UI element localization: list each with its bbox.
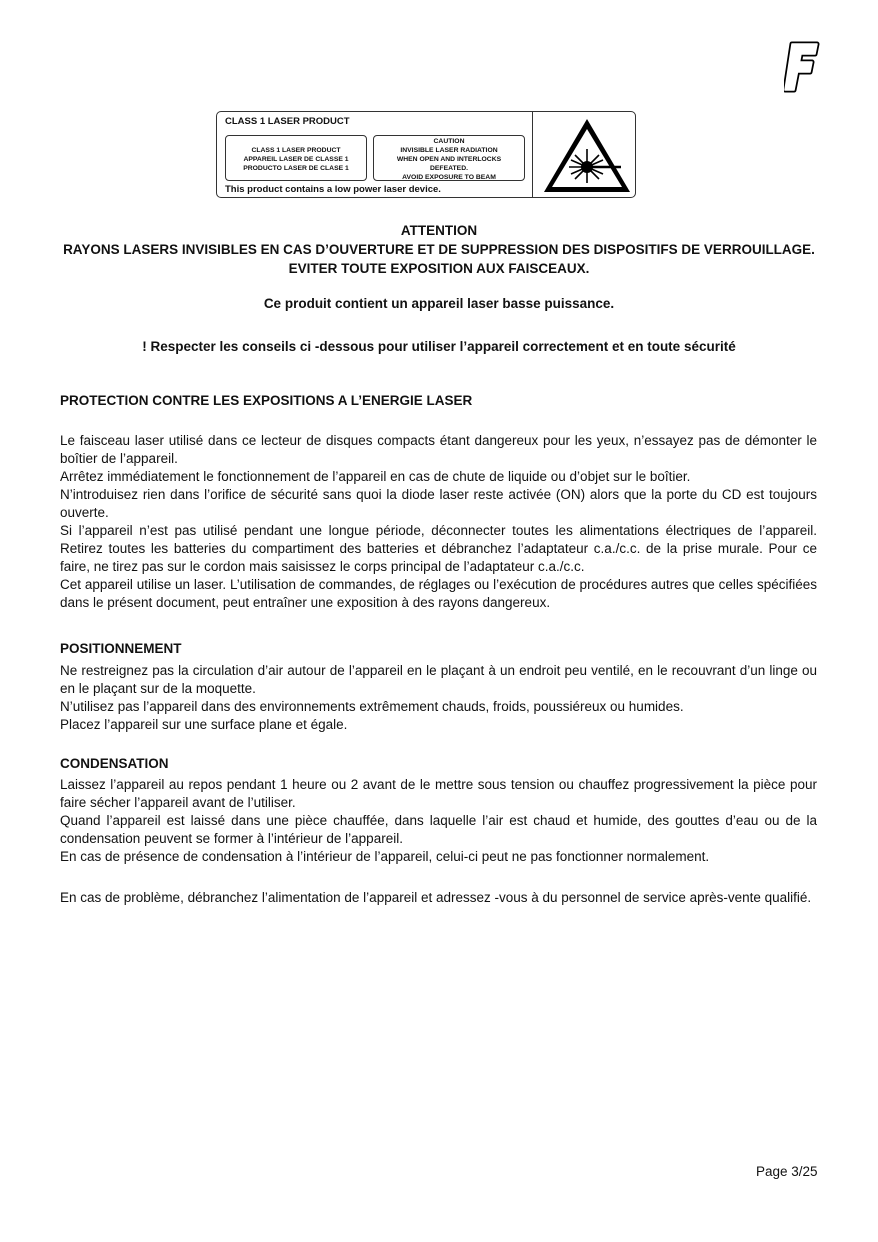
low-power-notice: Ce produit contient un appareil laser basse puissance. bbox=[263, 296, 615, 311]
caution-line: INVISIBLE LASER RADIATION bbox=[400, 147, 498, 154]
laser-warning-icon bbox=[541, 115, 633, 195]
laser-class-line: PRODUCTO LASER DE CLASE 1 bbox=[243, 165, 349, 172]
caution-line: AVOID EXPOSURE TO BEAM bbox=[402, 174, 496, 181]
paragraph: Cet appareil utilise un laser. L’utilisation de commandes, de réglages ou l’exécution de procédures autres que celles spécifiées dans le présent document, peut entraîner une exposition à des rayons dangereux. bbox=[60, 577, 817, 610]
page-number: Page 3/25 bbox=[756, 1164, 818, 1179]
section-body-condensation bbox=[60, 776, 817, 866]
laser-class-line: APPAREIL LASER DE CLASSE 1 bbox=[243, 156, 349, 163]
attention-block bbox=[40, 221, 838, 278]
section-body-protection bbox=[60, 432, 817, 612]
paragraph: Ne restreignez pas la circulation d’air autour de l’appareil en le plaçant à un endroit peu ventilé, en le recouvrant d’un linge ou en le plaçant sur de la moquette. bbox=[60, 663, 817, 696]
closing-notice: En cas de problème, débranchez l’alimentation de l’appareil et adressez -vous à du personnel de service après-vente qualifié. bbox=[60, 890, 812, 905]
paragraph: Le faisceau laser utilisé dans ce lecteur de disques compacts étant dangereux pour les yeux, n’essayez pas de démonter le boîtier de l’appareil. bbox=[60, 433, 817, 466]
paragraph: Arrêtez immédiatement le fonctionnement de l’appareil en cas de chute de liquide ou d’objet sur le boîtier. bbox=[60, 469, 691, 484]
laser-class-box bbox=[225, 135, 367, 181]
section-heading-protection: PROTECTION CONTRE LES EXPOSITIONS A L’ENERGIE LASER bbox=[60, 393, 473, 408]
caution-line: DEFEATED. bbox=[429, 165, 468, 172]
attention-title: ATTENTION bbox=[400, 223, 478, 238]
paragraph: Laissez l’appareil au repos pendant 1 heure ou 2 avant de le mettre sous tension ou chauffez progressivement la pièce pour faire sécher l’appareil avant de l’utiliser. bbox=[60, 777, 817, 810]
paragraph: N’introduisez rien dans l’orifice de sécurité sans quoi la diode laser reste activée (ON) alors que la porte du CD est toujours ouverte. bbox=[60, 487, 817, 520]
caution-line: CAUTION bbox=[433, 138, 465, 145]
paragraph: Placez l’appareil sur une surface plane et égale. bbox=[60, 717, 348, 732]
laser-caution-box bbox=[373, 135, 525, 181]
language-badge-f-icon bbox=[784, 38, 820, 94]
caution-line: WHEN OPEN AND INTERLOCKS bbox=[396, 156, 502, 163]
laser-label-header: CLASS 1 LASER PRODUCT bbox=[225, 116, 350, 127]
attention-line-1: RAYONS LASERS INVISIBLES EN CAS D’OUVERTURE ET DE SUPPRESSION DES DISPOSITIFS DE VERROUILLAGE. bbox=[63, 242, 815, 257]
laser-class-line: CLASS 1 LASER PRODUCT bbox=[251, 147, 341, 154]
laser-product-label bbox=[216, 111, 636, 198]
laser-label-footer: This product contains a low power laser device. bbox=[225, 184, 441, 195]
paragraph: Quand l’appareil est laissé dans une pièce chauffée, dans laquelle l’air est chaud et humide, des gouttes d’eau ou de la condensation peuvent se former à l’intérieur de l’appareil. bbox=[60, 813, 817, 846]
laser-label-divider bbox=[532, 112, 533, 197]
section-heading-positioning: POSITIONNEMENT bbox=[60, 641, 182, 656]
section-body-positioning bbox=[60, 662, 817, 734]
paragraph: Si l’appareil n’est pas utilisé pendant une longue période, déconnecter toutes les alimentations électriques de l’appareil. Retirez toutes les batteries du compartiment des batteries et débranchez l’adaptateur c.a./c.c. de la prise murale. Pour ce faire, ne tirez pas sur le cordon mais saisissez le corps principal de l’adaptateur c.a./c.c. bbox=[60, 523, 817, 574]
section-heading-condensation: CONDENSATION bbox=[60, 756, 169, 771]
attention-line-2: EVITER TOUTE EXPOSITION AUX FAISCEAUX. bbox=[288, 261, 590, 276]
paragraph: En cas de présence de condensation à l’intérieur de l’appareil, celui-ci peut ne pas fonctionner normalement. bbox=[60, 849, 710, 864]
safety-notice: ! Respecter les conseils ci -dessous pour utiliser l’appareil correctement et en toute sécurité bbox=[142, 339, 736, 354]
paragraph: N’utilisez pas l’appareil dans des environnements extrêmement chauds, froids, poussiéreux ou humides. bbox=[60, 699, 684, 714]
